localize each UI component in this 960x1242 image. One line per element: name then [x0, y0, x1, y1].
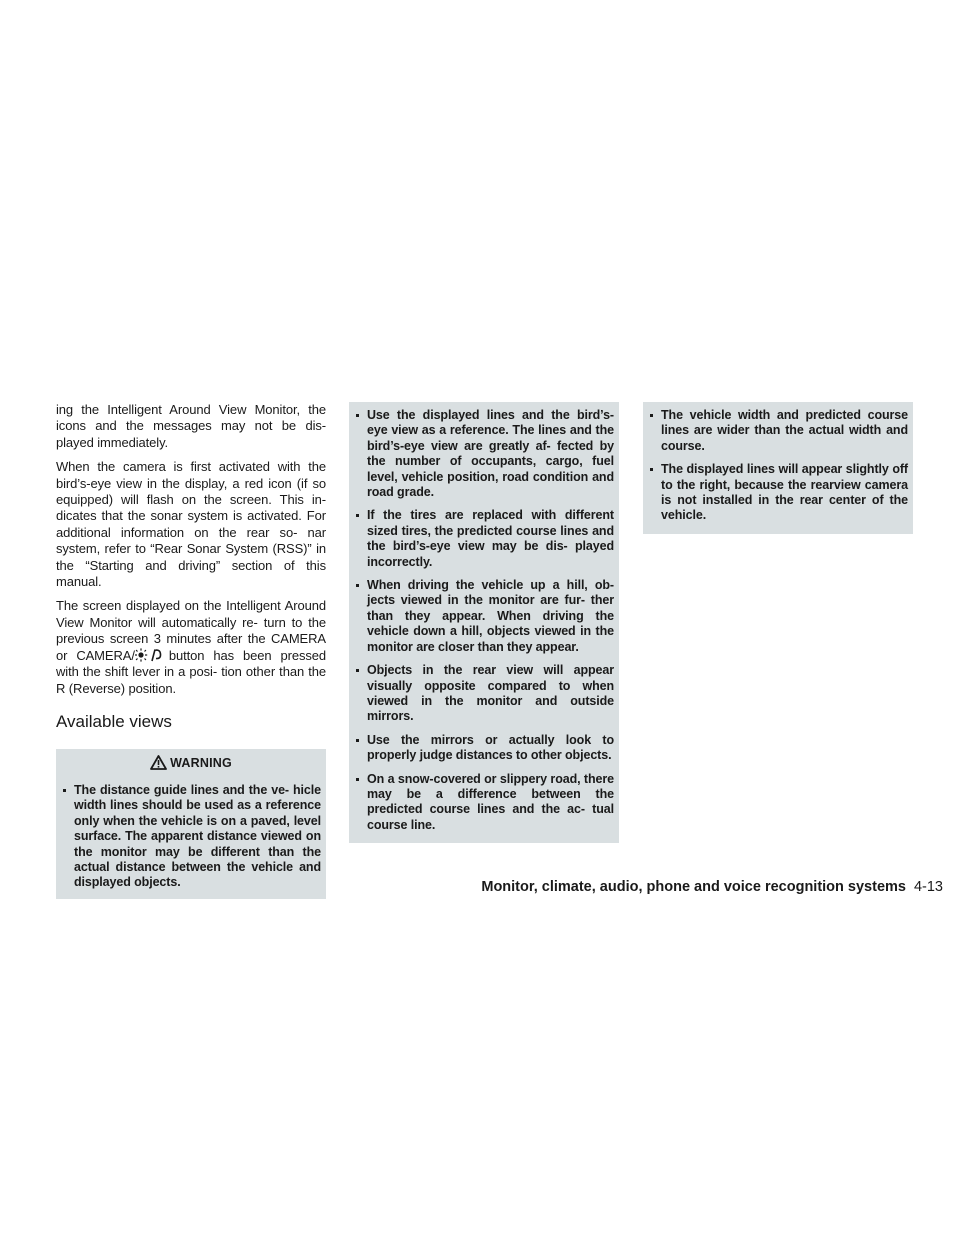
- list-item: When driving the vehicle up a hill, ob- jects viewed in the monitor are fur- ther than they appear. When driving the vehicle down a hill, objects viewed in the monitor are closer than they appear.: [354, 578, 614, 655]
- list-item: The vehicle width and predicted course lines are wider than the actual width and course.: [648, 408, 908, 454]
- section-heading: Available views: [56, 711, 172, 731]
- paragraph-auto-return-start: The screen displayed on the Intelligent Around View Monitor will automatically re- turn to the previous screen 3 minutes after the CAMERA or CAMERA/: [56, 598, 326, 663]
- caution-list: [354, 408, 614, 833]
- column-3: [643, 402, 913, 534]
- warning-box: [56, 749, 326, 899]
- caution-box-continued: [349, 402, 619, 843]
- paragraph-auto-return: [56, 598, 326, 696]
- paragraph-continued: ing the Intelligent Around View Monitor, the icons and the messages may not be dis- played immediately.: [56, 402, 326, 450]
- page-footer: [481, 877, 943, 897]
- caution-list-end: [648, 408, 908, 524]
- warning-title: [61, 755, 321, 771]
- list-item: Use the mirrors or actually look to properly judge distances to other objects.: [354, 733, 614, 764]
- warning-triangle-icon: [150, 755, 167, 770]
- list-item: On a snow-covered or slippery road, there may be a difference between the predicted course lines and the ac- tual course line.: [354, 772, 614, 834]
- list-item: Objects in the rear view will appear visually opposite compared to when viewed in the monitor and outside mirrors.: [354, 663, 614, 725]
- list-item: If the tires are replaced with different sized tires, the predicted course lines and the bird’s-eye view may be dis- played incorrectly.: [354, 508, 614, 570]
- caution-box-end: [643, 402, 913, 534]
- warning-list: [61, 783, 321, 891]
- page-number: 4-13: [913, 879, 943, 895]
- column-2: [349, 402, 619, 843]
- warning-item: The distance guide lines and the ve- hicle width lines should be used as a reference only when the vehicle is on a paved, level surface. The apparent distance viewed on the monitor may be different than the actual distance between the vehicle and displayed objects.: [61, 783, 321, 891]
- footer-section-title: Monitor, climate, audio, phone and voice recognition systems: [481, 879, 906, 895]
- list-item: Use the displayed lines and the bird’s- eye view as a reference. The lines and the bird’s-eye view are greatly af- fected by the number of occupants, cargo, fuel level, vehicle position, road condition and road grade.: [354, 408, 614, 500]
- column-1: [56, 402, 326, 899]
- paragraph-sonar-icon: When the camera is first activated with the bird’s-eye view in the display, a red icon (if so equipped) will flash on the screen. This in- dicates that the sonar system is activated. For additional information on the rear so- nar system, refer to “Rear Sonar System (RSS)” in the “Starting and driving” section of this manual.: [56, 459, 326, 590]
- paragraph-auto-return-end: button has been pressed with the shift lever in a posi- tion other than the R (Reverse) position.: [56, 647, 327, 696]
- list-item: The displayed lines will appear slightly off to the right, because the rearview camera is not installed in the rear center of the vehicle.: [648, 462, 908, 524]
- warning-title-text: WARNING: [170, 755, 232, 770]
- camera-sun-icon: [135, 648, 167, 662]
